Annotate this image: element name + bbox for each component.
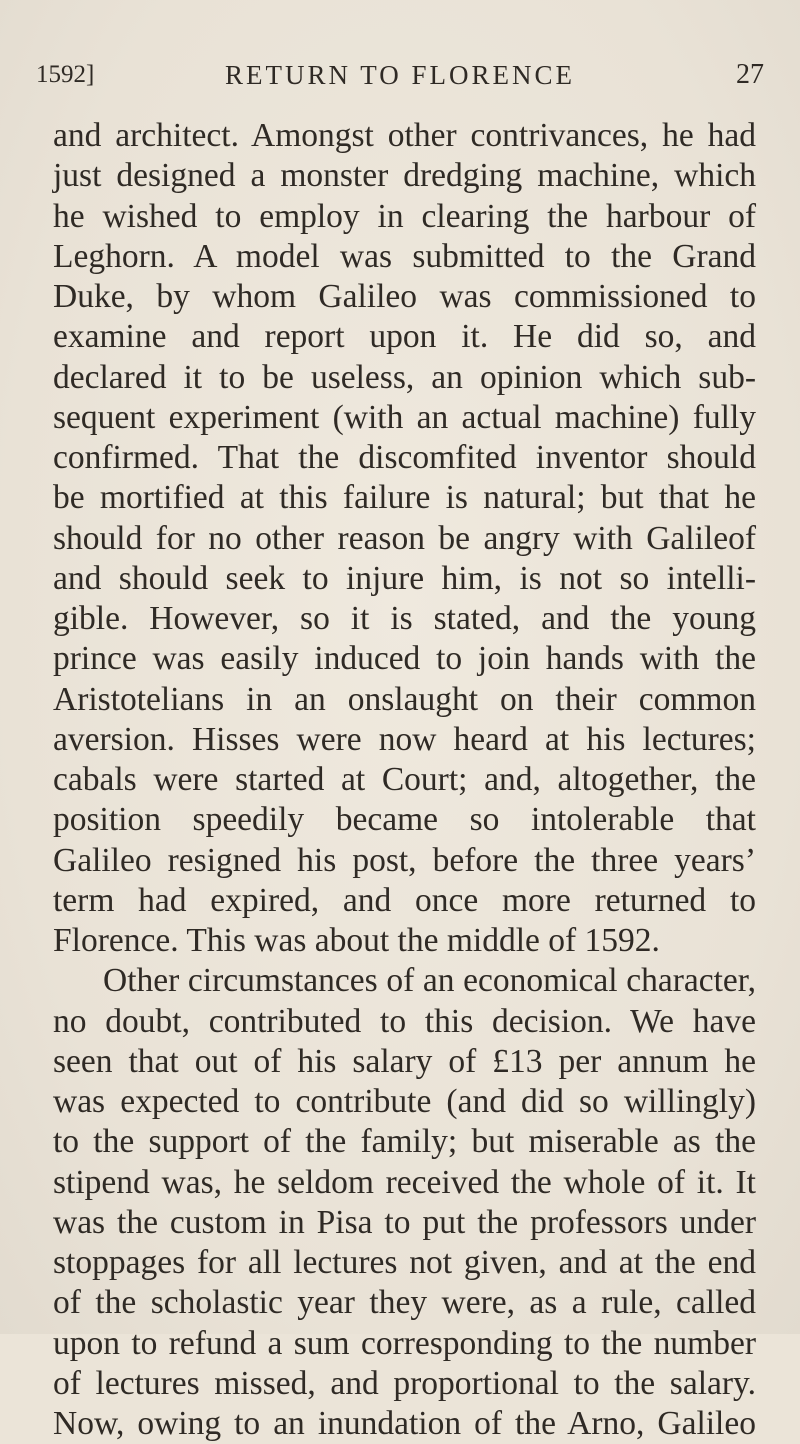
text-line: Aristotelians in an onslaught on their common	[53, 680, 756, 718]
text-line: Duke, by whom Galileo was commissioned to	[53, 278, 756, 315]
text-line: just designed a monster dredging machine, which	[53, 157, 756, 195]
text-line: Galileo resigned his post, before the three years’	[53, 841, 756, 879]
text-line: stoppages for all lectures not given, and at the end	[53, 1244, 756, 1281]
header-year: 1592]	[36, 61, 95, 88]
text-line: and architect. Amongst other contrivances, he had	[53, 117, 756, 154]
page-header	[36, 50, 764, 100]
text-line: of the scholastic year they were, as a rule, called	[53, 1284, 756, 1322]
text-line: term had expired, and once more returned to	[53, 881, 756, 919]
text-line: Leghorn. A model was submitted to the Grand	[53, 237, 756, 275]
text-line: aversion. Hisses were now heard at his lectures;	[53, 720, 756, 758]
text-line: cabals were started at Court; and, altogether, the	[53, 761, 756, 798]
running-head: RETURN TO FLORENCE	[224, 60, 576, 90]
text-line: stipend was, he seldom received the whole of it. It	[53, 1163, 756, 1201]
page-number: 27	[736, 59, 764, 90]
text-line: was the custom in Pisa to put the professors under	[53, 1203, 756, 1241]
body-text	[53, 116, 756, 1442]
text-line: seen that out of his salary of £13 per annum he	[53, 1042, 756, 1080]
text-line: sequent experiment (with an actual machine) fully	[53, 398, 756, 436]
text-line: Other circumstances of an economical character,	[103, 962, 756, 1000]
text-line: he wished to employ in clearing the harbour of	[53, 197, 756, 235]
text-line: upon to refund a sum corresponding to the number	[53, 1324, 756, 1362]
text-line: confirmed. That the discomfited inventor should	[53, 439, 756, 476]
text-line: should for no other reason be angry with Galileof	[53, 519, 756, 557]
text-line: was expected to contribute (and did so willingly)	[53, 1083, 756, 1120]
text-line: Florence. This was about the middle of 1592.	[53, 922, 660, 959]
text-line: no doubt, contributed to this decision. We have	[53, 1002, 756, 1040]
text-line: and should seek to injure him, is not so intelli-	[53, 559, 756, 597]
text-line: declared it to be useless, an opinion which sub-	[53, 358, 756, 396]
text-line: position speedily became so intolerable that	[53, 801, 756, 839]
text-line: prince was easily induced to join hands with the	[53, 640, 756, 678]
text-line: examine and report upon it. He did so, and	[53, 318, 756, 356]
text-line: gible. However, so it is stated, and the young	[53, 600, 756, 637]
text-line: Now, owing to an inundation of the Arno, Galileo	[53, 1405, 756, 1442]
text-line: of lectures missed, and proportional to the salary.	[53, 1364, 756, 1402]
text-line: be mortified at this failure is natural; but that he	[53, 479, 756, 517]
text-line: to the support of the family; but miserable as the	[53, 1123, 756, 1161]
